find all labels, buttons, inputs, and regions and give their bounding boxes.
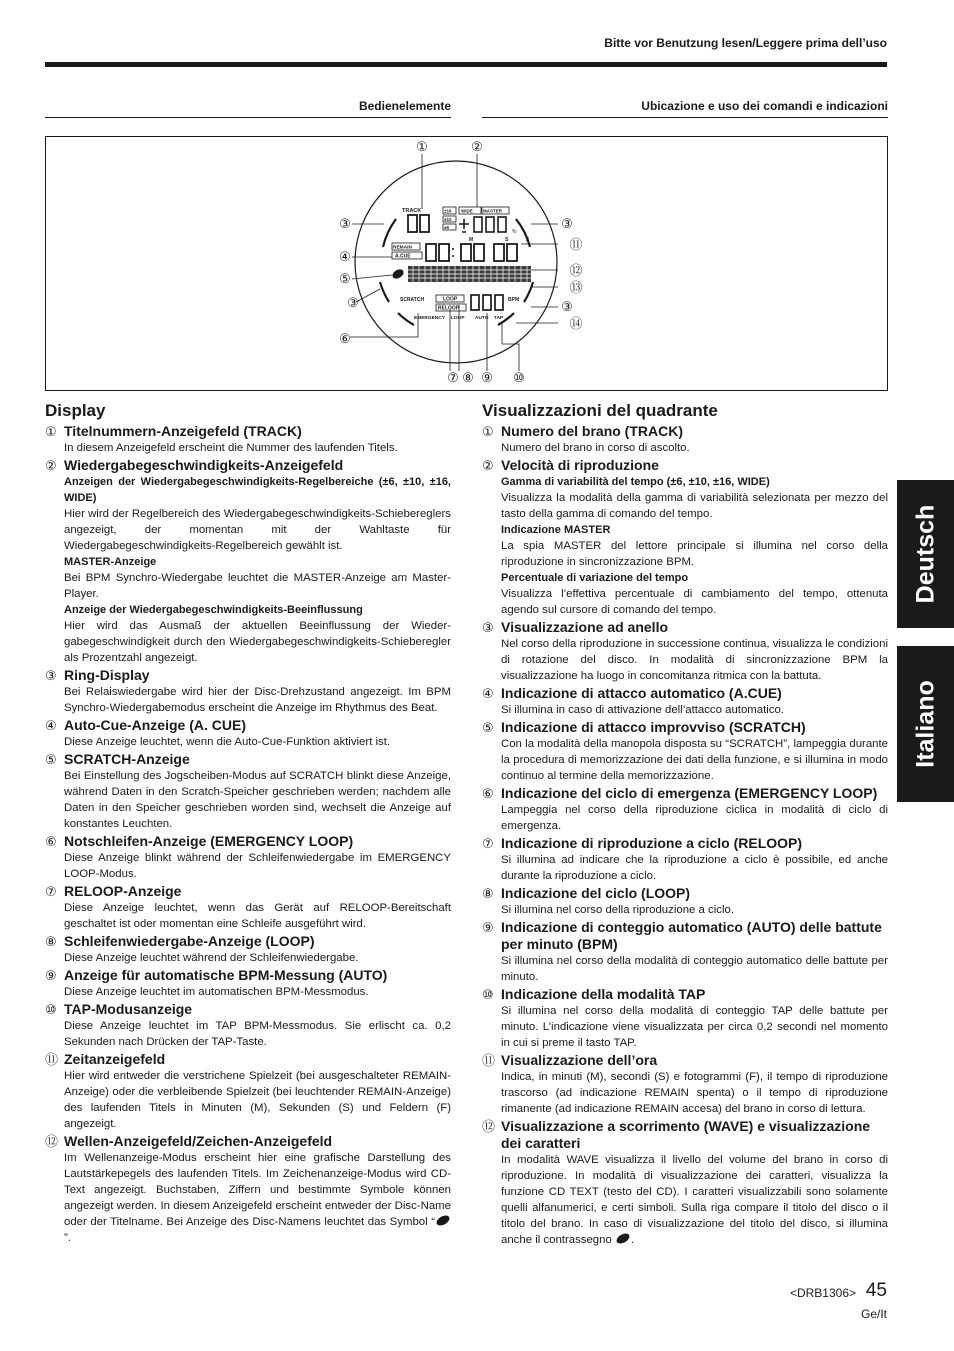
percent-sign: %: [512, 229, 517, 235]
display-outer-ring: [355, 161, 557, 363]
list-item: ① Numero del brano (TRACK) Numero del brano in corso di ascolto.: [482, 423, 690, 454]
master-label: MASTER: [483, 208, 502, 214]
list-item: ③ Visualizzazione ad anello Nel corso della riproduzione in successione continua, visualizza le condizioni di rotazione del disco. In modalità di sincronizzazione BPM la visualizzazione ha luogo in concomitanza ritmica con la battuta.: [482, 619, 888, 682]
list-item: ⑤ Indicazione di attacco improvviso (SCRATCH) Con la modalità della manopola disposta su “SCRATCH”, lampeggia durante la procedura di memorizzazione dei dati della funzione, e si illumina in modo continuo al termine della memorizzazione.: [482, 719, 888, 782]
emergency-label: EMERGENCY: [414, 316, 445, 321]
wave-character-grid: [408, 266, 531, 282]
callout-5: ⑤: [339, 271, 351, 286]
callout-3-d: ③: [561, 299, 573, 314]
disc-name-symbol-icon: [615, 1233, 631, 1244]
disc-name-symbol: [391, 268, 405, 281]
list-item: ① Titelnummern-Anzeigefeld (TRACK) In diesem Anzeigefeld erscheint die Nummer des laufenden Titels.: [45, 423, 398, 454]
list-item: ⑪ Visualizzazione dell’ora Indica, in minuti (M), secondi (S) e fotogrammi (F), il tempo di riproduzione trascorso (ad indicazione REMAIN spenta) o il tempo di riproduzione rimanente (ad indicazione REMAIN accesa) del brano in corso di lettura.: [482, 1052, 888, 1115]
callout-14: ⑭: [569, 316, 583, 331]
list-item: ⑩ TAP-Modusanzeige Diese Anzeige leuchtet im TAP BPM-Messmodus. Sie erlischt ca. 0,2 Sekunden nach Drücken der TAP-Taste.: [45, 1001, 451, 1048]
callout-12: ⑫: [569, 263, 583, 278]
seconds-label: S: [505, 237, 509, 243]
list-item: ⑨ Anzeige für automatische BPM-Messung (AUTO) Diese Anzeige leuchtet im automatischen BPM-Messmodus.: [45, 967, 388, 998]
list-item: ⑦ Indicazione di riproduzione a ciclo (RELOOP) Si illumina ad indicare che la riproduzione a ciclo è possibile, ed anche durante la riproduzione a ciclo.: [482, 835, 888, 882]
visualizzazioni-title: Visualizzazioni del quadrante: [482, 401, 718, 420]
track-digits: [408, 215, 429, 232]
tempo-digits: [459, 217, 506, 232]
section-rule-right: [482, 117, 888, 118]
section-rule-left: [45, 117, 451, 118]
list-item: ③ Ring-Display Bei Relaiswiedergabe wird hier der Disc-Drehzustand angezeigt. Im BPM Synchro-Wiedergabemodus erscheint die Anzeige im Rhythmus des Beat.: [45, 667, 451, 714]
page-number: 45: [865, 1280, 887, 1301]
list-item: ⑥ Indicazione del ciclo di emergenza (EMERGENCY LOOP) Lampeggia nel corso della riproduzione ciclica in modalità di ciclo di emergenza.: [482, 785, 888, 832]
callout-10: ⑩: [513, 370, 525, 385]
section-heading-left: Bedienelemente: [358, 99, 451, 113]
list-item: ⑨ Indicazione di conteggio automatico (AUTO) delle battute per minuto (BPM) Si illumina nel corso della modalità di conteggio automatico delle battute per minuto.: [482, 919, 888, 983]
callout-3-c: ③: [561, 216, 573, 231]
scratch-label: SCRATCH: [400, 297, 425, 303]
header-rule: [45, 62, 887, 67]
bpm-label: BPM: [508, 297, 520, 303]
list-item: ⑫ Visualizzazione a scorrimento (WAVE) e visualizzazione dei caratteri In modalità WAVE visualizza il livello del volume del brano in corso di riproduzione. In modalità di visualizzazione dei caratteri, visualizza la funzione CD TEXT (testo del CD). I caratteri visualizzabili sono solamente quelli alfanumerici, e certi simboli. Sulla riga compare il titolo del disco o il titolo del brano. In caso di visualizzazione del titolo del disco, si illumina anche il contrassegno .: [482, 1118, 888, 1246]
callout-6: ⑥: [339, 331, 351, 346]
list-item: ⑧ Schleifenwiedergabe-Anzeige (LOOP) Diese Anzeige leuchtet während der Schleifenwiedergabe.: [45, 933, 359, 964]
tab-italiano[interactable]: Italiano: [897, 646, 954, 802]
list-item: ④ Indicazione di attacco automatico (A.CUE) Si illumina in caso di attivazione dell’attacco automatico.: [482, 685, 785, 716]
time-digits: [426, 244, 517, 261]
remain-label: REMAIN: [393, 245, 412, 251]
acue-label: A.CUE: [395, 253, 411, 260]
list-item: ⑦ RELOOP-Anzeige Diese Anzeige leuchtet, wenn das Gerät auf RELOOP-Bereitschaft geschaltet ist oder momentan eine Schleife ausgeführt wird.: [45, 883, 451, 930]
callout-13: ⑬: [569, 280, 583, 295]
track-label: TRACK: [402, 208, 422, 214]
callout-1: ①: [416, 139, 428, 154]
document-code: <DRB1306>: [789, 1286, 856, 1300]
range-10-label: ±10: [444, 217, 452, 222]
range-16-label: ±16: [444, 208, 452, 214]
callout-3-b: ③: [347, 295, 359, 310]
callout-4: ④: [339, 249, 351, 264]
frames-label: F: [526, 237, 530, 243]
time-colon-bottom: [452, 255, 454, 257]
list-item: ⑧ Indicazione del ciclo (LOOP) Si illumina nel corso della riproduzione a ciclo.: [482, 885, 734, 916]
list-item: ② Wiedergabegeschwindigkeits-Anzeigefeld Anzeigen der Wiedergabegeschwindigkeits-Regelbereiche (±6, ±10, ±16, WIDE) Hier wird der Regelbereich des Wiedergabegeschwindigkeits-Schiebereglers angezeigt, der momentan mit der Wahltaste für Wiedergabegeschwindigkeits-Regelbereich gewählt ist. MASTER-Anzeige Bei BPM Synchro-Wiedergabe leuchtet die MASTER-Anzeige am Master-Player. Anzeige der Wiedergabegeschwindigkeits-Beeinflussung Hier wird das Ausmaß der aktuellen Beeinflussung der Wieder-gabegeschwindigkeit durch den Wiedergabegeschwindigkeits-Schieberegler als Prozentzahl angezeigt.: [45, 457, 451, 664]
tap-label: TAP: [494, 316, 504, 321]
callout-7: ⑦: [447, 370, 459, 385]
list-item: ② Velocità di riproduzione Gamma di variabilità del tempo (±6, ±10, ±16, WIDE) Visualizza la modalità della gamma di variabilità selezionata per mezzo del tasto della gamma di comando del tempo. Indicazione MASTER La spia MASTER del lettore principale si illumina nel corso della riproduzione in sincronizzazione BPM. Percentuale di variazione del tempo Visualizza l’effettiva percentuale di cambiamento del tempo, ottenuta agendo sul cursore di comando del tempo.: [482, 457, 888, 616]
display-title: Display: [45, 401, 106, 420]
auto-label: AUTO: [475, 316, 489, 321]
list-item: ⑥ Notschleifen-Anzeige (EMERGENCY LOOP) Diese Anzeige blinkt während der Schleifenwiedergabe im EMERGENCY LOOP-Modus.: [45, 833, 451, 880]
callout-3-a: ③: [339, 216, 351, 231]
column-italiano: [482, 400, 888, 1249]
list-item: ⑩ Indicazione della modalità TAP Si illumina nel corso della modalità di conteggio TAP delle battute per minuto. L’indicazione viene visualizzata per circa 0,2 secondi nel momento in cui si preme il tasto TAP.: [482, 986, 888, 1049]
disc-name-symbol-icon: [435, 1215, 451, 1226]
callout-11: ⑪: [569, 237, 583, 252]
callout-leaders: [350, 154, 558, 371]
language-code: Ge/It: [860, 1307, 887, 1321]
list-item: ⑫ Wellen-Anzeigefeld/Zeichen-Anzeigefeld Im Wellenanzeige-Modus erscheint hier eine grafische Darstellung des Lautstärkepegels des laufenden Titels. Im Zeichenanzeige-Modus wird CD-Text angezeigt. Buchstaben, Ziffern und bestimmte Symbole können angezeigt werden. In diesem Anzeigefeld erscheint entweder der Disc-Name oder der Titelname. Bei Anzeige des Disc-Namens leuchtet das Symbol “”.: [45, 1133, 451, 1244]
display-figure: [45, 136, 888, 391]
emergency-loop-label: LOOP: [451, 316, 465, 321]
minutes-label: M: [469, 237, 474, 243]
callout-2: ②: [471, 139, 483, 154]
list-item: ④ Auto-Cue-Anzeige (A. CUE) Diese Anzeige leuchtet, wenn die Auto-Cue-Funktion aktiviert ist.: [45, 717, 391, 748]
time-colon-top: [452, 248, 454, 250]
callout-8: ⑧: [462, 370, 474, 385]
section-heading-right: Ubicazione e uso dei comandi e indicazioni: [641, 99, 888, 113]
header-title: Bitte vor Benutzung lesen/Leggere prima dell’uso: [604, 36, 887, 50]
bpm-digits: [471, 295, 503, 310]
range-6-label: ±6: [444, 225, 449, 230]
tab-deutsch[interactable]: Deutsch: [897, 480, 954, 628]
display-diagram: [46, 137, 889, 392]
list-item: ⑤ SCRATCH-Anzeige Bei Einstellung des Jogscheiben-Modus auf SCRATCH blinkt diese Anzeige, während Daten in den Scratch-Speicher geschrieben werden; nachdem alle Daten in den Speicher geschrieben worden sind, wechselt die Anzeige auf konstantes Leuchten.: [45, 751, 451, 830]
list-item: ⑪ Zeitanzeigefeld Hier wird entweder die verstrichene Spielzeit (bei ausgeschalteter REMAIN-Anzeige) oder die verbleibende Spielzeit (bei leuchtender REMAIN-Anzeige) des laufenden Titels in Minuten (M), Sekunden (S) und Feldern (F) angezeigt.: [45, 1051, 451, 1130]
callout-9: ⑨: [481, 370, 493, 385]
wide-label: WIDE: [461, 208, 473, 214]
loop-label: LOOP: [443, 296, 458, 303]
reloop-label: RELOOP: [438, 305, 460, 312]
column-deutsch: [45, 400, 451, 1247]
